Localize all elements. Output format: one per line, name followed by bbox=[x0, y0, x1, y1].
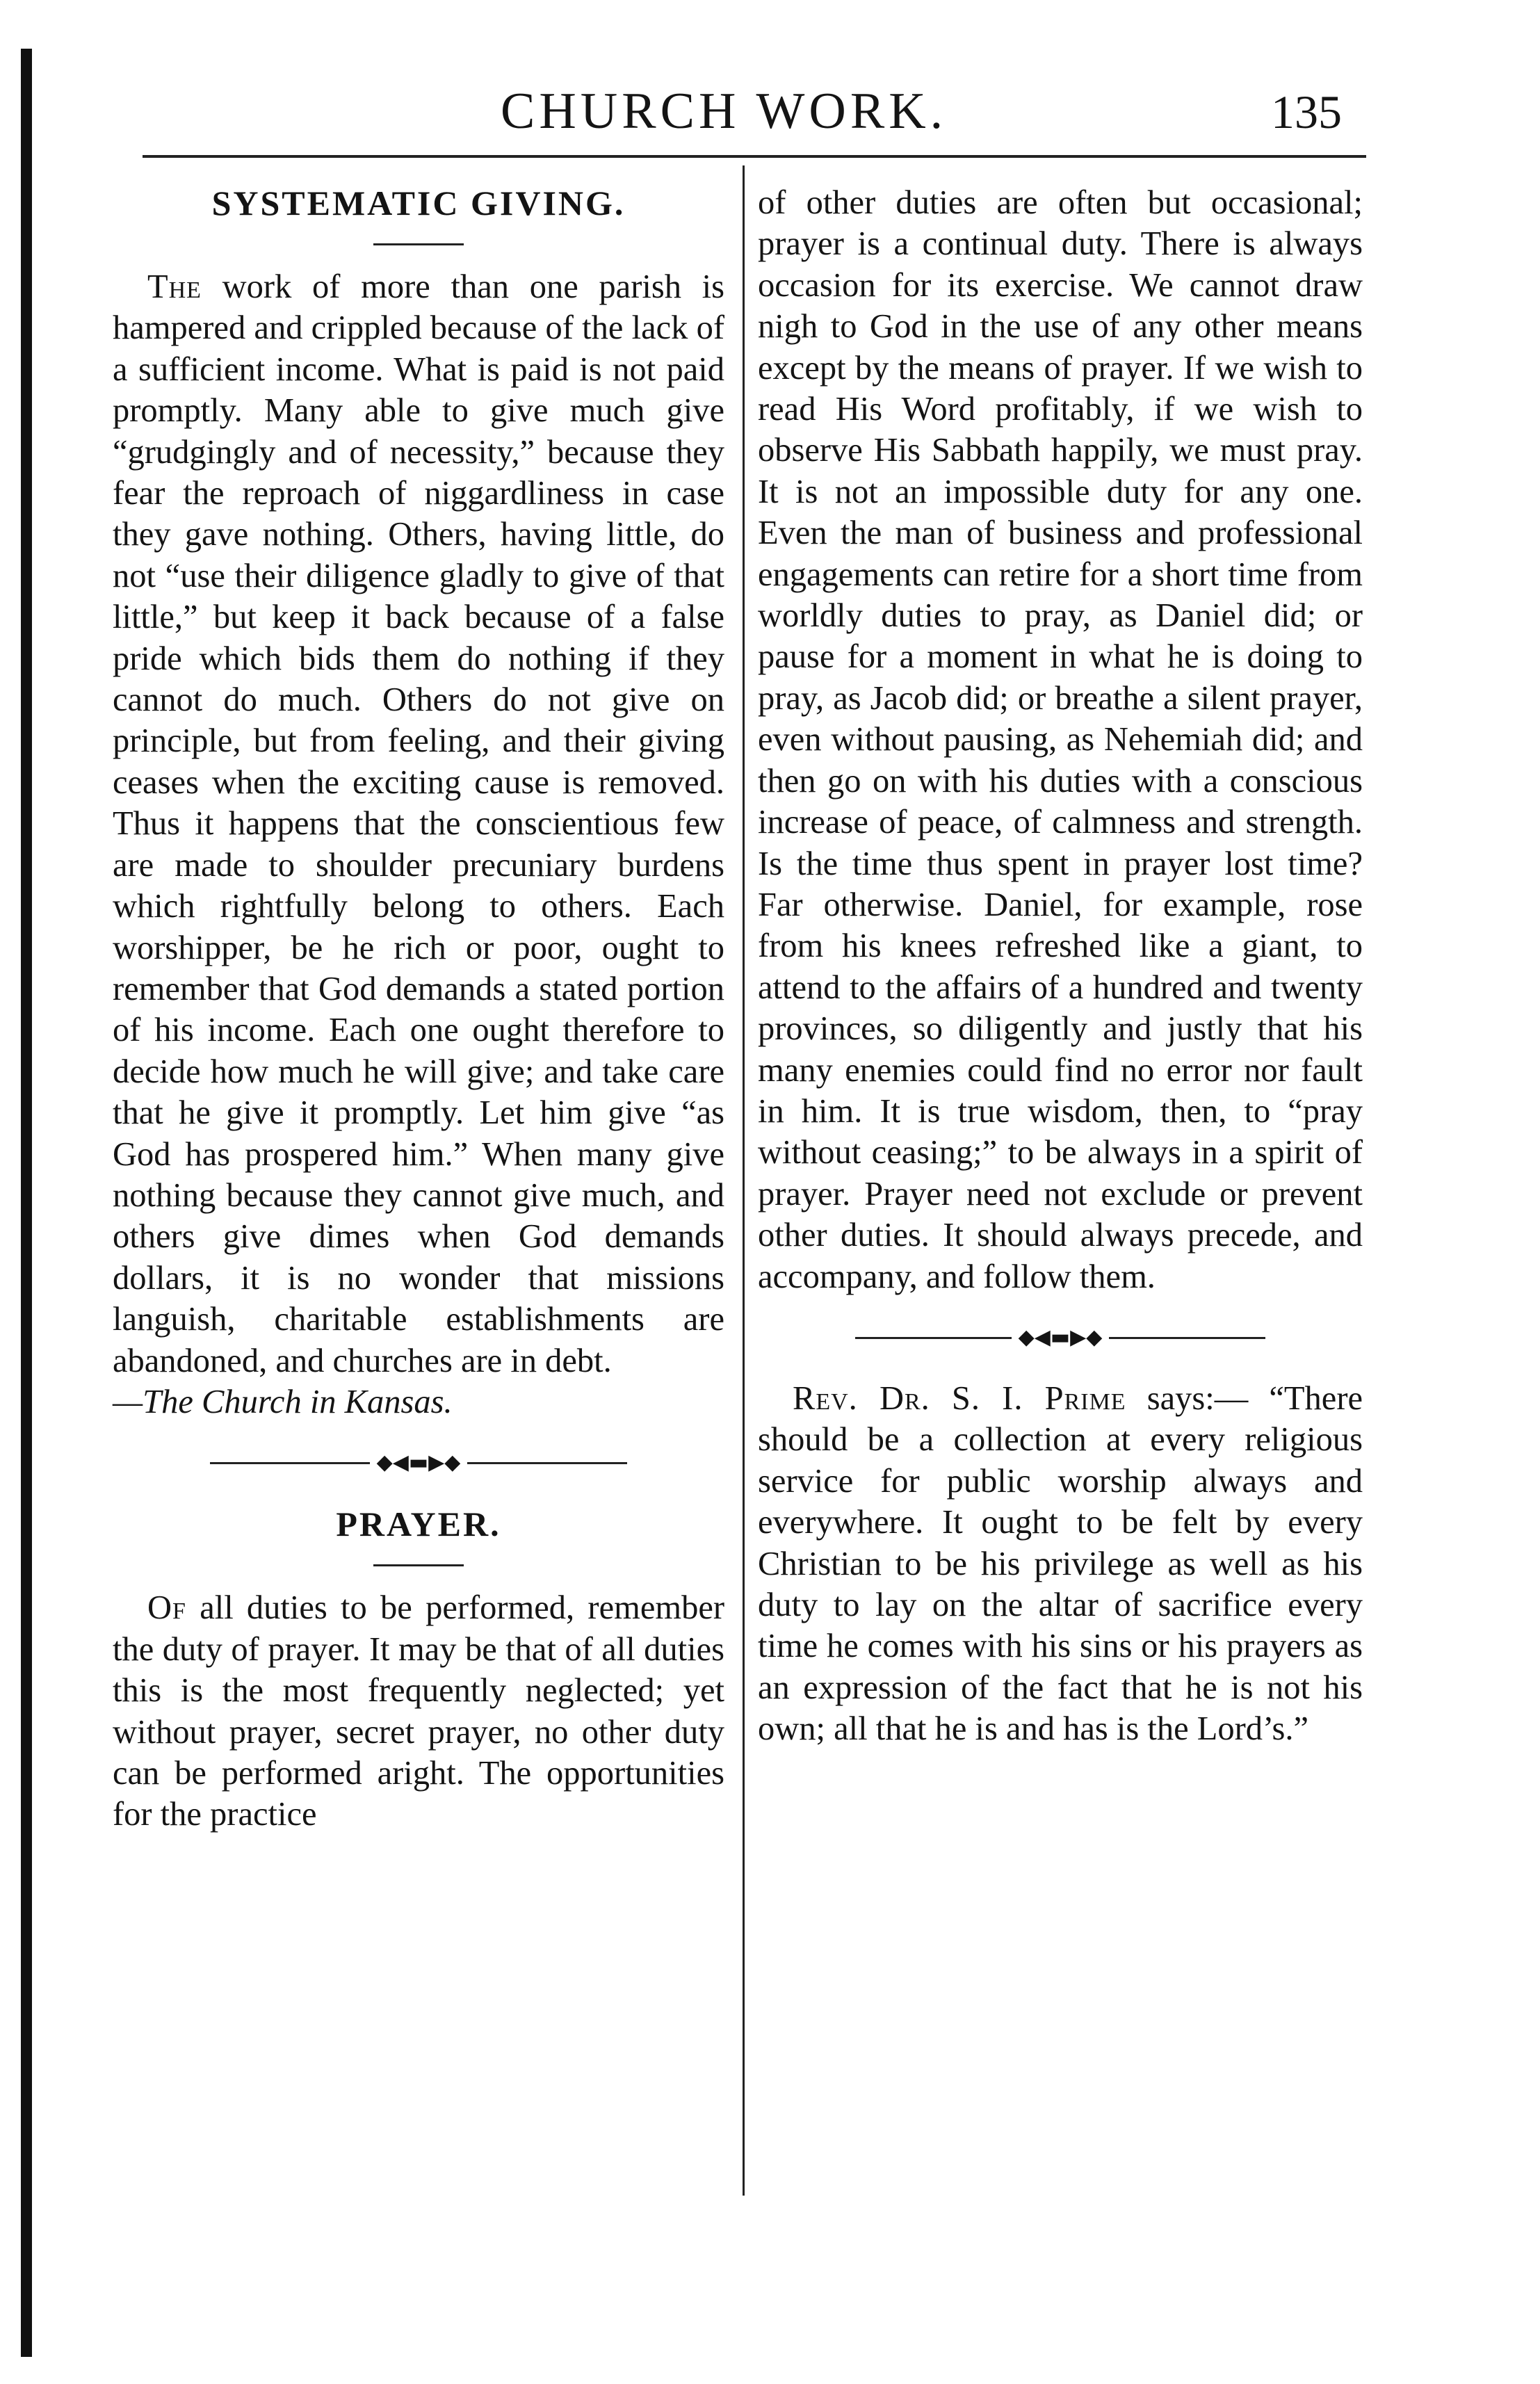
quote-text: “There should be a collection at every religious service for public worship always and everywhere. It ought to be felt by every Christian to be his privilege as well as his duty to lay on the altar of sacrifice every time he comes with his sins or his prayers as an expression of the fact that he is not his own; all that he is and has is the Lord’s.” bbox=[758, 1379, 1363, 1748]
header-rule bbox=[143, 155, 1366, 158]
section-ornament bbox=[855, 1325, 1265, 1350]
article-title: PRAYER. bbox=[336, 1505, 501, 1544]
article-systematic-giving bbox=[113, 182, 724, 1422]
article-title: SYSTEMATIC GIVING. bbox=[211, 184, 626, 222]
speaker-tail: says:— bbox=[1146, 1379, 1249, 1417]
running-header bbox=[0, 82, 1540, 152]
article-body bbox=[758, 1378, 1363, 1750]
section-ornament bbox=[210, 1450, 627, 1475]
running-title: CHURCH WORK. bbox=[501, 83, 948, 140]
lead-word: Of bbox=[147, 1589, 186, 1627]
article-body-text: work of more than one parish is hampered and crippled because of the lack of a sufficient income. What is paid is not paid promptly. Many able to give much give “grudgingly and of necessity,” because they fear the reproach of niggardliness in case they gave nothing. Others, having little, do not “use their diligence gladly to give of that little,” but keep it back because of a false pride which bids them do nothing if they cannot do much. Others do not give on principle, but from feeling, and their giving ceases when the exciting cause is removed. Thus it happens that the conscientious few are made to shoulder precuniary burdens which rightfully belong to others. Each worshipper, be he rich or poor, ought to remember that God demands a stated portion of his income. Each one ought therefore to decide how much he will give; and take care that he give it promptly. Let him give “as God has prospered him.” When many give nothing because they cannot give much, and others give dimes when God demands dollars, it is no wonder that missions languish, charitable establishments are abandoned, and churches are in debt. bbox=[113, 268, 724, 1379]
article-body bbox=[113, 266, 724, 1381]
article-attribution: —The Church in Kansas. bbox=[113, 1383, 453, 1420]
article-body-continued: of other duties are often but occasional; prayer is a continual duty. There is always occasion for its exercise. We cannot draw nigh to God in the use of any other means except by the means of prayer. If we wish to read His Word profitably, if we wish to observe His Sabbath happily, we must pray. It is not an impossible duty for any one. Even the man of business and professional engagements can retire for a short time from worldly duties to pray, as Daniel did; or pause for a moment in what he is doing to pray, as Jacob did; or breathe a silent prayer, even without pausing, as Nehemiah did; and then go on with his duties with a conscious increase of peace, of calmness and strength. Is the time thus spent in prayer lost time? Far otherwise. Daniel, for example, rose from his knees refreshed like a giant, to attend to the affairs of a hundred and twenty provinces, so diligently and justly that his many enemies could find no error nor fault in him. It is true wisdom, then, to “pray without ceasing;” to be always in a spirit of prayer. Prayer need not exclude or prevent other duties. It should always precede, and accompany, and follow them. bbox=[758, 184, 1363, 1295]
article-body bbox=[113, 1587, 724, 1835]
title-rule bbox=[373, 243, 464, 245]
speaker-name: Rev. Dr. S. I. Prime bbox=[793, 1379, 1126, 1417]
column-divider bbox=[743, 165, 745, 2196]
ornament-glyph: ◆◀▬▶◆ bbox=[1018, 1324, 1103, 1349]
page-number: 135 bbox=[1271, 86, 1342, 138]
left-column bbox=[113, 182, 724, 1835]
title-rule bbox=[373, 1564, 464, 1566]
article-body-text: all duties to be performed, remember the duty of prayer. It may be that of all duties this is the most frequently neglected; yet without prayer, secret prayer, no other duty can be performed aright. The opportunities for the practice bbox=[113, 1589, 725, 1833]
binding-edge-shadow bbox=[21, 49, 32, 2357]
ornament-glyph: ◆◀▬▶◆ bbox=[376, 1450, 461, 1475]
lead-word: The bbox=[147, 268, 202, 305]
article-prime-quote bbox=[758, 1378, 1363, 1750]
right-column bbox=[758, 182, 1363, 1750]
article-prayer bbox=[113, 1503, 724, 1835]
